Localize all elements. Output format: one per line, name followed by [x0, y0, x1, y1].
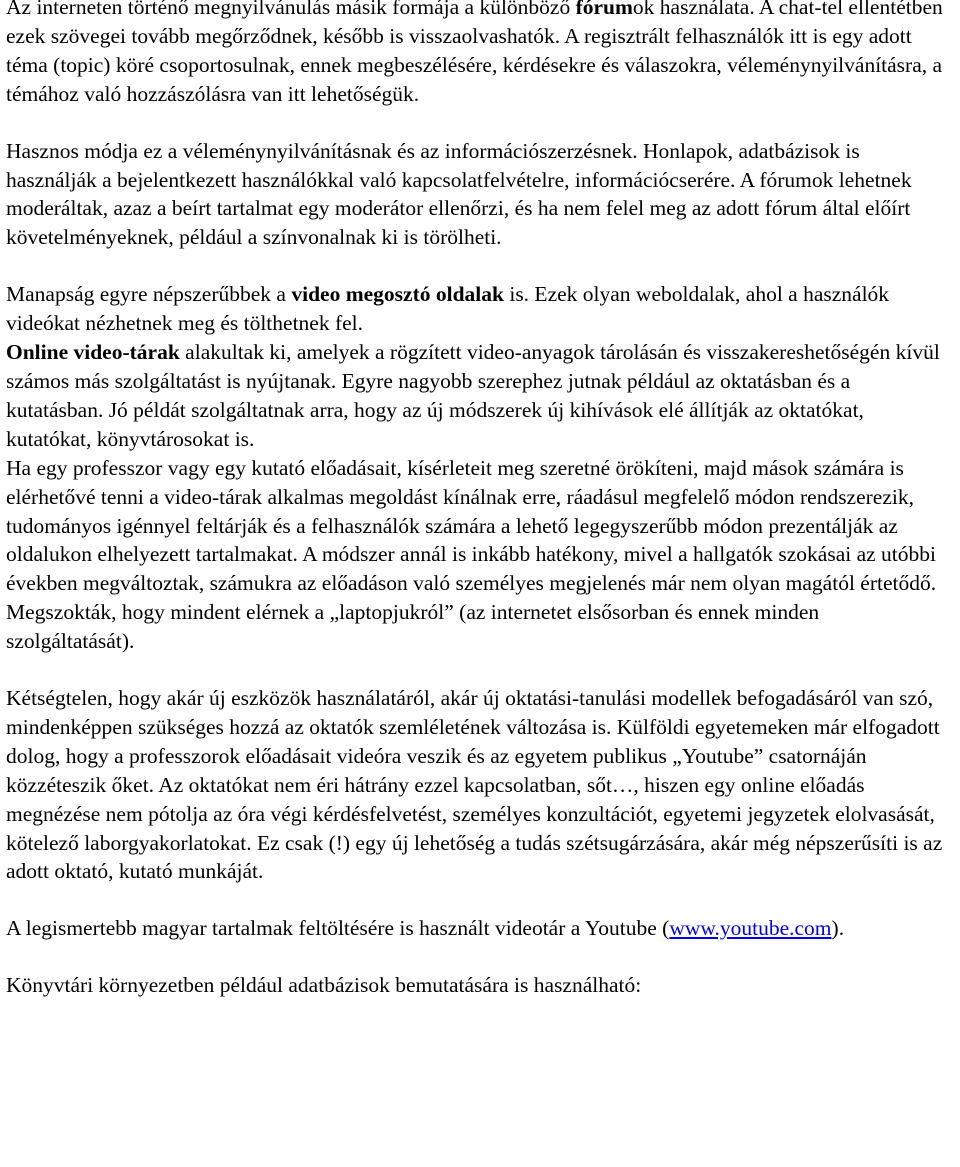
youtube-link[interactable]: www.youtube.com: [669, 916, 832, 941]
text: Manapság egyre népszerűbbek a: [6, 282, 292, 307]
text: ok használata. A chat-tel ellentétben ezek szövegei tovább megőrződnek, később is visszaolvashatók. A regisztrált felhasználók itt is egy adott téma (topic) köré csoportosulnak, ennek megbeszélésére, kérdésekre és válaszokra, véleménynyilvánításra, a témához való hozzászólásra van itt lehetőségük.: [6, 0, 943, 106]
paragraph-library-usage: Könyvtári környezetben például adatbázisok bemutatására is használható:: [6, 973, 642, 998]
paragraph-video-sharing: [6, 280, 950, 338]
paragraph-teacher-attitude: Kétségtelen, hogy akár új eszközök használatáról, akár új oktatási-tanulási modellek befogadásáról van szó, mindenképpen szükséges hozzá az oktatók szemléletének változása is. Külföldi egyetemeken már elfogadott dolog, hogy a professzorok előadásait videóra veszik és az egyetem publikus „Youtube” csatornáján közzéteszik őket. Az oktatókat nem éri hátrány ezzel kapcsolatban, sőt…, hiszen egy online előadás megnézése nem pótolja az óra végi kérdésfelvetést, személyes konzultációt, egyetemi jegyzetek elolvasását, kötelező laborgyakorlatokat. Ez csak (!) egy új lehetőség a tudás szétsugárzására, akár még népszerűsíti is az adott oktató, kutató munkáját.: [6, 686, 943, 884]
paragraph-online-video-libraries: [6, 338, 950, 454]
paragraph-youtube: [6, 914, 950, 943]
paragraph-forums-usefulness: Hasznos módja ez a véleménynyilvánításnak és az információszerzésnek. Honlapok, adatbázisok is használják a bejelentkezett használókkal való kapcsolatfelvételre, információcserére. A fórumok lehetnek moderáltak, azaz a beírt tartalmat egy moderátor ellenőrzi, és ha nem felel meg az adott fórum által előírt követelményeknek, például a színvonalnak ki is törölheti.: [6, 138, 912, 250]
bold-term-forum: fórum: [575, 0, 633, 19]
text: is. Ezek olyan weboldalak, ahol a használók videókat nézhetnek meg és tölthetnek fel.: [6, 282, 890, 336]
bold-term-video-sharing: video megosztó oldalak: [291, 282, 504, 307]
paragraph-professor-lectures: Ha egy professzor vagy egy kutató előadásait, kísérleteit meg szeretné örökíteni, majd mások számára is elérhetővé tenni a video-tárak alkalmas megoldást kínálnak erre, ráadásul megfelelő módon rendszerezik, tudományos igénnyel feltárják és a felhasználók számára a lehető legegyszerűbb módon prezentálják az oldalukon elhelyezett tartalmakat. A módszer annál is inkább hatékony, mivel a hallgatók szokásai az utóbbi években megváltoztak, számukra az előadáson való személyes megjelenés már nem olyan magától értetődő. Megszokták, hogy mindent elérnek a „laptopjukról” (az internetet elsősorban és ennek minden szolgáltatását).: [6, 455, 937, 654]
text: A legismertebb magyar tartalmak feltöltésére is használt videotár a Youtube (: [6, 916, 670, 941]
bold-term-online-video-libraries: Online video-tárak: [6, 340, 180, 365]
text: alakultak ki, amelyek a rögzített video-anyagok tárolásán és visszakereshetőségén kívül számos más szolgáltatást is nyújtanak. Egyre nagyobb szerephez jutnak például az oktatásban és a kutatásban. Jó példát szolgáltatnak arra, hogy az új módszerek új kihívások elé állítják az oktatókat, kutatókat, könyvtárosokat is.: [6, 340, 940, 451]
text: Az interneten történő megnyilvánulás másik formája a különböző: [6, 0, 576, 19]
paragraph-forums-intro: [6, 0, 950, 109]
text: ).: [831, 916, 845, 941]
